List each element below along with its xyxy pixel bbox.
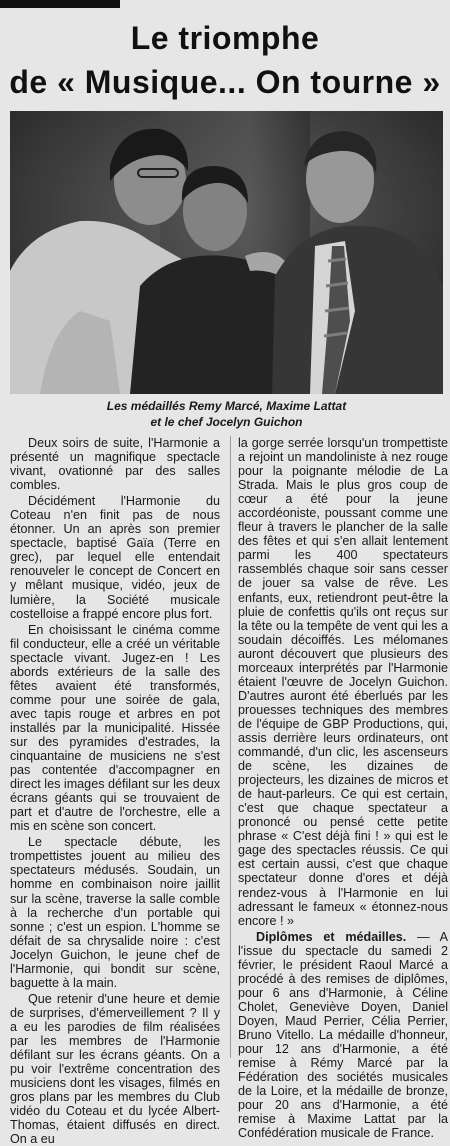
- photo-caption-line-2: et le chef Jocelyn Guichon: [150, 415, 303, 429]
- photo-illustration: [10, 111, 443, 394]
- paragraph-medals: [238, 930, 448, 1141]
- corner-black-block: [0, 0, 120, 8]
- article-column-left: [10, 436, 220, 1146]
- paragraph: Décidément l'Harmonie du Coteau n'en finit pas de nous étonner. Un an après son premier spectacle, baptisé Gaïa (Terre en grec), par lequel elle entendait renouveler le concept de Concert en y mêlant musique, vidéo, jeux de lumière, la Société musicale costelloise a frappé encore plus fort.: [10, 494, 220, 621]
- column-divider: [230, 436, 231, 1058]
- subheading-diplomes: Diplômes et médailles.: [256, 929, 407, 944]
- photo-caption-line-1: Les médaillés Remy Marcé, Maxime Lattat: [106, 399, 347, 413]
- article-photo: [10, 111, 443, 394]
- paragraph: En choisissant le cinéma comme fil conducteur, elle a créé un véritable spectacle vivant. Jugez-en ! Les abords extérieurs de la salle des fêtes avaient été transformés, comme pour une soirée de gala, avec tapis rouge et arbres en pot installés par la municipalité. Hissée sur des pyramides d'estrades, la cinquantaine de musiciens ne s'est pas contentée d'accompagner en direct les images défilant sur les deux écrans géants qui se trouvaient de part et d'autre de l'orchestre, elle a mis en scène son concert.: [10, 622, 220, 834]
- paragraph-text: A l'issue du spectacle du samedi 2 février, le président Raoul Marcé a procédé à des remises de diplômes, pour 6 ans d'Harmonie, à Céline Cholet, Geneviève Doyen, Daniel Doyen, Maud Perrier, Célia Perrier, Bruno Vitello. La médaille d'honneur, pour 12 ans d'Harmonie, a été remise à Rémy Marcé par la Fédération des sociétés musicales de la Loire, et la médaille de bronze, pour 20 ans d'Harmonie, a été remise à Maxime Lattat par la Confédération musicale de France.: [238, 929, 448, 1141]
- paragraph: Le spectacle débute, les trompettistes jouent au milieu des spectateurs médusés. Soudain, un homme en combinaison noire jaillit sur la scène, traverse la salle comble à la recherche d'un portable qui sonne ; c'est un espion. L'homme se défait de sa chrysalide noire : c'est Jocelyn Guichon, le jeune chef de l'Harmonie, qui bondit sur scène, baguette à la main.: [10, 835, 220, 990]
- article-column-right: [238, 436, 448, 1140]
- headline-line-2: de « Musique... On tourne »: [9, 64, 441, 100]
- subheading-dash: —: [406, 929, 440, 944]
- headline-line-1: Le triomphe: [130, 20, 320, 56]
- paragraph: Deux soirs de suite, l'Harmonie a présenté un magnifique spectacle vivant, ovationné par des salles combles.: [10, 436, 220, 493]
- paragraph: Que retenir d'une heure et demie de surprises, d'émerveillement ? Il y a eu les parodies de film réalisées par les membres de l'Harmonie défilant sur les écrans géants. On a pu voir l'extrême concentration des musiciens dont les visages, filmés en gros plans par les membres du Club vidéo du Coteau et du lycée Albert-Thomas, étaient diffusés en direct. On a eu: [10, 991, 220, 1146]
- paragraph: la gorge serrée lorsqu'un trompettiste a rejoint un mandoliniste à nez rouge pour la poignante mélodie de La Strada. Mais le plus gros coup de cœur a été pour la jeune accordéoniste, poussant comme une fleur à travers le plancher de la salle des fêtes et qui s'en allait lentement parmi les 400 spectateurs rassemblés chaque soir sans cesser de jouer sa valse de rêve. Les enfants, eux, retiendront peut-être la pluie de confettis qu'ils ont reçus sur la tête ou la tempête de vent qui les a soudain décoiffés. Les mélomanes auront découvert que plusieurs des morceaux interprétés par l'Harmonie étaient l'œuvre de Jocelyn Guichon. D'autres auront été éberlués par les prouesses techniques des membres de l'équipe de GBP Productions, qui, assis derrière leurs ordinateurs, ont commandé, d'un clic, les ascenseurs de scène, les dizaines de projecteurs, les dizaines de micros et de haut-parleurs. Ce qui est certain, c'est que chaque spectateur a prononcé ou pensé cette petite phrase « C'est déjà fini ! » qui est le gage des spectacles réussis. Ce qui est certain aussi, c'est que chaque spectateur donne d'ores et déjà rendez-vous à l'Harmonie en lui adressant le fameux « étonnez-nous encore ! »: [238, 436, 448, 928]
